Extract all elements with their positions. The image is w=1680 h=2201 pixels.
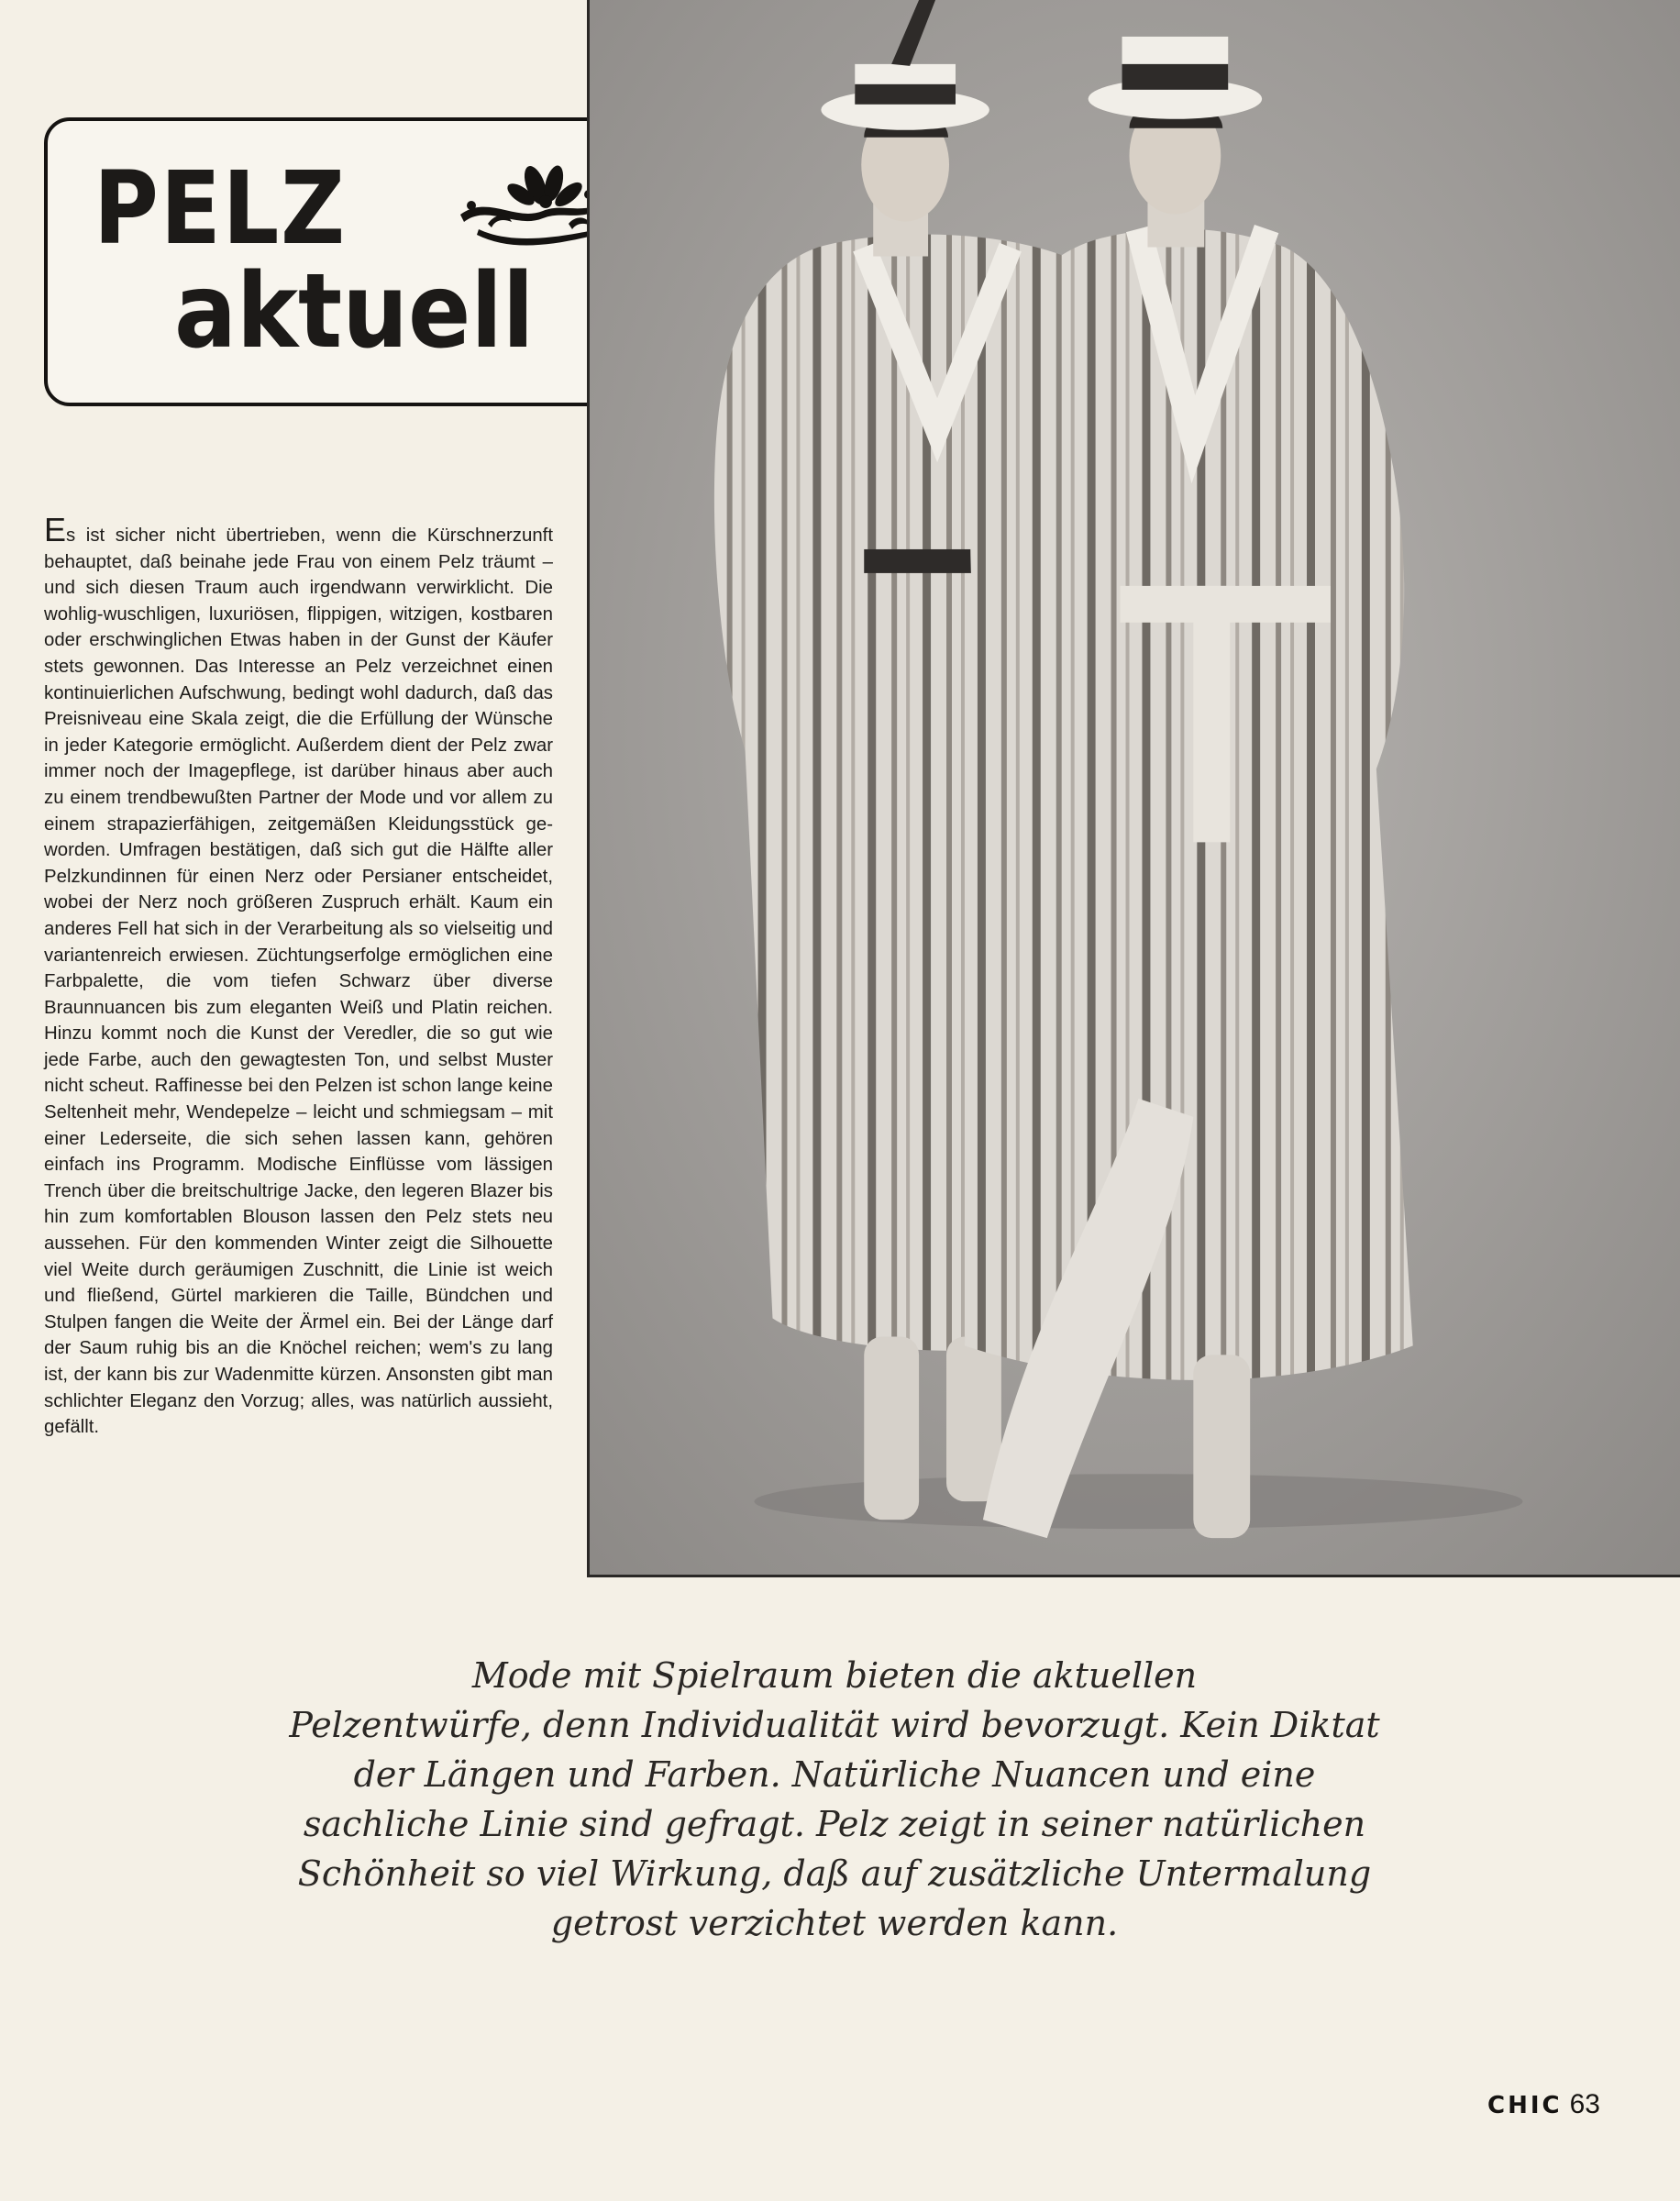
page-number: 63 [1569, 2089, 1600, 2119]
caption-line: Mode mit Spielraum bieten die aktuellen [471, 1655, 1198, 1696]
page-footer [1487, 2089, 1600, 2120]
title-line-2: aktuell [174, 252, 535, 371]
title-line-1: PELZ [94, 149, 347, 267]
article-body [44, 511, 553, 1441]
caption-line: Pelzentwürfe, denn Individualität wird bevorzugt. Kein Diktat [289, 1705, 1380, 1745]
title-box [44, 117, 631, 406]
floral-ornament-icon [451, 158, 607, 259]
fur-coat-models-illustration [590, 0, 1680, 1575]
caption-line: Schönheit so viel Wirkung, daß auf zusätzliche Untermalung [297, 1853, 1372, 1894]
caption-line: der Längen und Farben. Natürliche Nuancen und eine [353, 1754, 1316, 1795]
article-text: s ist sicher nicht übertrieben, wenn die Kürschnerzunft behauptet, daß beinahe jede Frau von einem Pelz träumt – und sich diesen Traum auch irgendwann verwirklicht. Die wohlig-wuschligen, luxuriösen, flippigen, witzigen, kostbaren oder erschwinglichen Etwas haben in der Gunst der Käufer stets gewonnen. Das Interesse an Pelz verzeichnet einen kontinuierlichen Aufschwung, bedingt wohl dadurch, daß das Preisniveau eine Skala zeigt, die die Erfüllung der Wünsche in jeder Kategorie ermöglicht. Außerdem dient der Pelz zwar immer noch der Imagepflege, ist darüber hinaus aber auch zu einem trendbewußten Partner der Mode und vor allem zu einem strapazierfähigen, zeitgemäßen Kleidungsstück geworden. Umfragen bestätigen, daß sich gut die Hälfte aller Pelzkundinnen für einen Nerz oder Persianer entscheidet, wobei der Nerz noch größeren Zuspruch erhält. Kaum ein anderes Fell hat sich in der Verarbeitung als so vielseitig und variantenreich erwiesen. Züchtungserfolge ermöglichen eine Farbpalette, die vom tiefen Schwarz über diverse Braunnuancen bis zum eleganten Weiß und Platin reichen. Hinzu kommt noch die Kunst der Veredler, die so gut wie jede Farbe, auch den gewagtesten Ton, und selbst Muster nicht scheut. Raffinesse bei den Pelzen ist schon lange keine Seltenheit mehr, Wendepelze – leicht und schmiegsam – mit einer Lederseite, die sich sehen lassen kann, gehören einfach ins Programm. Modische Einflüsse vom lässigen Trench über die breitschultrige Jacke, den legeren Blazer bis hin zum komfortablen Blouson lassen den Pelz stets neu aussehen. Für den kommenden Winter zeigt die Silhouette viel Weite durch geräumigen Zuschnitt, die Linie ist weich und fließend, Gürtel markieren die Taille, Bündchen und Stulpen fangen die Weite der Ärmel ein. Bei der Länge darf der Saum ruhig bis an die Knöchel reichen; wem's zu lang ist, der kann bis zur Wadenmitte kürzen. Ansonsten gibt man schlichter Eleganz den Vorzug; alles, was natürlich aussieht, gefällt. [44, 525, 553, 1438]
photo-caption [275, 1651, 1394, 1948]
drop-cap: E [44, 511, 67, 548]
magazine-brand: CHIC [1487, 2092, 1563, 2119]
fashion-photo [587, 0, 1680, 1577]
caption-line: getrost verzichtet werden kann. [550, 1903, 1119, 1943]
caption-line: sachliche Linie sind gefragt. Pelz zeigt in seiner natürlichen [303, 1804, 1366, 1844]
